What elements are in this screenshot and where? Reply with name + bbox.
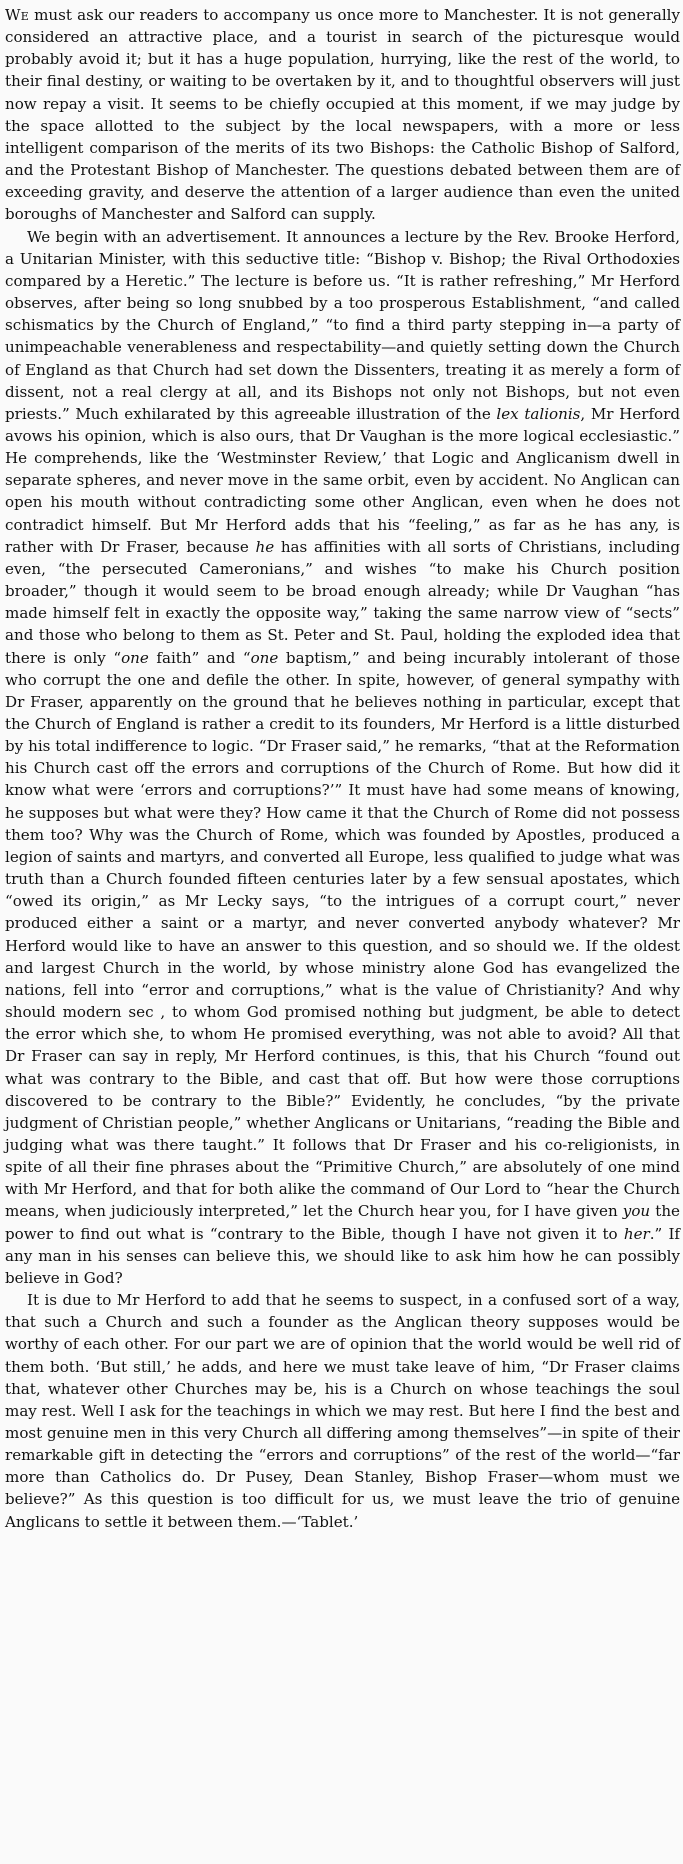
italic-phrase: you (622, 1202, 651, 1221)
paragraph-text: , Mr Herford avows his opinion, which is also ours, that Dr Vaughan is the more logical ecclesiastic.” He comprehends, like the ‘Westminster Review,’ that Logic and Anglicanism dwell in separate spheres, and never move in the same orbit, even by accident. No Anglican can open his mouth without contradicting some other Anglican, even when he does not contradict himself. But Mr Herford adds that his “feeling,” as far as he has any, is rather with Dr Fraser, because (5, 404, 681, 556)
paragraph-3 (5, 1289, 680, 1533)
paragraph-text: baptism,” and being incurably intolerant of those who corrupt the one and defile the other. In spite, however, of general sympathy with Dr Fraser, apparently on the ground that he believes nothing in particular, except that the Church of England is rather a credit to its founders, Mr Herford is a little disturbed by his total indifference to logic. “Dr Fraser said,” he remarks, “that at the Reformation his Church cast off the errors and corruptions of the Church of Rome. But how did it know what were ‘errors and corruptions?’” It must have had some means of knowing, he supposes but what were they? How came it that the Church of Rome did not possess them too? Why was the Church of Rome, which was founded by Apostles, produced a legion of saints and martyrs, and converted all Europe, less qualified to judge what was truth than a Church founded fifteen centuries later by a few sensual apostates, which “owed its origin,” as Mr Lecky says, “to the intrigues of a corrupt court,” never produced either a saint or a martyr, and never converted anybody whatever? Mr Herford would like to have an answer to this question, and so should we. If the oldest and largest Church in the world, by whose ministry alone God has evangelized the nations, fell into “error and corruptions,” what is the value of Christianity? And why should modern sec , to whom God promised nothing but judgment, be able to detect the error which she, to whom He promised everything, was not able to avoid? All that Dr Fraser can say in reply, Mr Herford continues, is this, that his Church “found out what was contrary to the Bible, and cast that off. But how were those corruptions discovered to be contrary to the Bible?” Evidently, he concludes, “by the private judgment of Christian people,” whether Anglicans or Unitarians, “reading the Bible and judging what was there taught.” It follows that Dr Fraser and his co-religionists, in spite of all their fine phrases about the “Primitive Church,” are absolutely of one mind with Mr Herford, and that for both alike the command of Our Lord to “hear the Church means, when judiciously interpreted,” let the Church hear you, for I have given (5, 648, 680, 1221)
lead-word: We (5, 6, 29, 24)
italic-phrase: one (121, 648, 149, 667)
article-body (5, 4, 680, 1533)
paragraph-1 (5, 4, 680, 226)
italic-phrase: her (623, 1224, 650, 1243)
italic-phrase: he (255, 537, 275, 556)
italic-phrase: lex talionis (496, 404, 581, 423)
paragraph-text: the power to find out what is “contrary to the Bible, though I have not given it to (5, 1202, 680, 1243)
paragraph-text: We begin with an advertisement. It announces a lecture by the Rev. Brooke Herford, a Unitarian Minister, with this seductive title: “Bishop v. Bishop; the Rival Orthodoxies compared by a Heretic.” The lecture is before us. “It is rather refreshing,” Mr Herford observes, after being so long snubbed by a too prosperous Establishment, “and called schismatics by the Church of England,” “to find a third party stepping in—a party of unimpeachable venerableness and respectability—and quietly setting down the Church of England as that Church had set down the Dissenters, treating it as merely a form of dissent, not a real clergy at all, and its Bishops not only not Bishops, but not even priests.” Much exhilarated by this agreeable illustration of the (5, 227, 680, 423)
paragraph-text: .” If any man in his senses can believe this, we should like to ask him how he can possibly believe in God? (5, 1224, 680, 1287)
paragraph-2 (5, 226, 680, 1290)
paragraph-text: faith” and “ (148, 648, 251, 667)
italic-phrase: one (250, 648, 279, 667)
paragraph-text: has affinities with all sorts of Christians, including even, “the persecuted Cameronians,” and wishes “to make his Church position broader,” though it would seem to be broad enough already; while Dr Vaughan “has made himself felt in exactly the opposite way,” taking the same narrow view of “sects” and those who belong to them as St. Peter and St. Paul, holding the exploded idea that there is only “ (5, 537, 680, 667)
paragraph-text: must ask our readers to accompany us once more to Manchester. It is not generally considered an attractive place, and a tourist in search of the picturesque would probably avoid it; but it has a huge population, hurrying, like the rest of the world, to their final destiny, or waiting to be overtaken by it, and to thoughtful observers will just now repay a visit. It seems to be chiefly occupied at this moment, if we may judge by the space allotted to the subject by the local newspapers, with a more or less intelligent comparison of the merits of its two Bishops: the Catholic Bishop of Salford, and the Protestant Bishop of Manchester. The questions debated between them are of exceeding gravity, and deserve the attention of a larger audience than even the united boroughs of Manchester and Salford can supply. (5, 6, 680, 224)
paragraph-text: It is due to Mr Herford to add that he seems to suspect, in a confused sort of a way, that such a Church and such a founder as the Anglican theory supposes would be worthy of each other. For our part we are of opinion that the world would be well rid of them both. ‘But still,’ he adds, and here we must take leave of him, “Dr Fraser claims that, whatever other Churches may be, his is a Church on whose teachings the soul may rest. Well I ask for the teachings in which we may rest. But here I find the best and most genuine men in this very Church all differing among themselves”—in spite of their remarkable gift in detecting the “errors and corruptions” of the rest of the world—“far more than Catholics do. Dr Pusey, Dean Stanley, Bishop Fraser—whom must we believe?” As this question is too difficult for us, we must leave the trio of genuine Anglicans to settle it between them.—‘Tablet.’ (5, 1291, 680, 1531)
